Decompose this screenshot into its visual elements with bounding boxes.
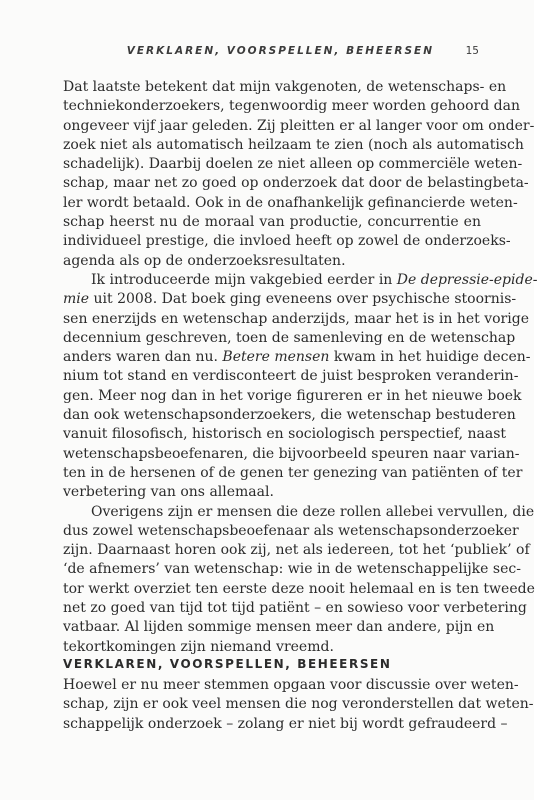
paragraph-2-line: decennium geschreven, toen de samenleving en de wetenschap xyxy=(63,329,516,346)
page-number: 15 xyxy=(465,45,479,57)
paragraph-2-line xyxy=(63,348,531,367)
section-line: Hoewel er nu meer stemmen opgaan voor discussie over weten- xyxy=(63,677,519,693)
paragraph-3-line: zijn. Daarnaast horen ook zij, net als iedereen, tot het ‘publiek’ of xyxy=(63,542,530,559)
paragraph-3-line: dus zowel wetenschapsbeoefenaar als wetenschapsonderzoeker xyxy=(63,522,519,539)
paragraph-3-line: net zo goed van tijd tot tijd patiënt – en sowieso voor verbetering xyxy=(63,600,527,617)
paragraph-3-line: Overigens zijn er mensen die deze rollen allebei vervullen, die xyxy=(91,503,535,520)
paragraph-2-line xyxy=(63,290,517,309)
paragraph-2-line: dan ook wetenschapsonderzoekers, die wetenschap bestuderen xyxy=(63,407,516,424)
paragraph-1-line: ler wordt betaald. Ook in de onafhankelijk gefinancierde weten- xyxy=(63,194,518,211)
book-title-italic: De depressie-epide- xyxy=(396,271,537,288)
paragraph-2-line: ten in de hersenen of de genen ter genezing van patiënten of ter xyxy=(63,464,523,481)
paragraph-2-line: nium tot stand en verdisconteert de juist besproken veranderin- xyxy=(63,368,519,385)
paragraph-1-line: schadelijk). Daarbij doelen ze niet alleen op commerciële weten- xyxy=(63,156,523,173)
paragraph-1-line: individueel prestige, die invloed heeft op zowel de onderzoeks- xyxy=(63,233,511,250)
text-run: kwam in het huidige decen- xyxy=(329,349,531,366)
paragraph-2-line xyxy=(63,271,537,290)
book-title-italic: mie xyxy=(63,291,90,308)
paragraph-2-line: sen enerzijds en wetenschap anderzijds, maar het is in het vorige xyxy=(63,310,529,327)
section-line: schappelijk onderzoek – zolang er niet bij wordt gefraudeerd – xyxy=(63,715,508,732)
paragraph-1-line: agenda als op de onderzoeksresultaten. xyxy=(63,252,346,269)
book-title-italic: Betere mensen xyxy=(222,349,330,366)
running-header: VERKLAREN, VOORSPELLEN, BEHEERSEN xyxy=(126,45,434,57)
paragraph-2-line: wetenschapsbeoefenaren, die bijvoorbeeld speuren naar varian- xyxy=(63,445,520,462)
text-run: Ik introduceerde mijn vakgebied eerder in xyxy=(91,271,397,288)
paragraph-3-line: ‘de afnemers’ van wetenschap: wie in de wetenschappelijke sec- xyxy=(63,561,521,578)
text-run: anders waren dan nu. xyxy=(63,349,223,366)
paragraph-2-line: vanuit filosofisch, historisch en sociologisch perspectief, naast xyxy=(63,426,507,443)
section-line: schap, zijn er ook veel mensen die nog veronderstellen dat weten- xyxy=(63,696,534,713)
paragraph-3-line: tor werkt overziet ten eerste deze nooit helemaal en is ten tweede xyxy=(63,580,535,597)
text-run: uit 2008. Dat boek ging eveneens over psychische stoornis- xyxy=(89,291,517,308)
paragraph-3-line: tekortkomingen zijn niemand vreemd. xyxy=(63,638,334,655)
paragraph-3-line: vatbaar. Al lijden sommige mensen meer dan andere, pijn en xyxy=(63,619,495,636)
paragraph-1-line: schap heerst nu de moraal van productie, concurrentie en xyxy=(63,214,481,231)
paragraph-1-line: zoek niet als automatisch heilzaam te zien (noch als automatisch xyxy=(63,136,524,153)
paragraph-1-line: schap, maar net zo goed op onderzoek dat door de belastingbeta- xyxy=(63,175,529,192)
section-heading: VERKLAREN, VOORSPELLEN, BEHEERSEN xyxy=(63,657,392,671)
paragraph-1-line: ongeveer vijf jaar geleden. Zij pleitten er al langer voor om onder- xyxy=(63,117,535,134)
paragraph-1-line: techniekonderzoekers, tegenwoordig meer worden gehoord dan xyxy=(63,98,520,115)
section-body-text xyxy=(63,676,534,734)
body-text xyxy=(63,78,537,657)
paragraph-1-line: Dat laatste betekent dat mijn vakgenoten, de wetenschaps- en xyxy=(63,79,507,95)
paragraph-2-line: gen. Meer nog dan in het vorige figureren er in het nieuwe boek xyxy=(63,387,522,404)
paragraph-2-line: verbetering van ons allemaal. xyxy=(63,484,274,501)
